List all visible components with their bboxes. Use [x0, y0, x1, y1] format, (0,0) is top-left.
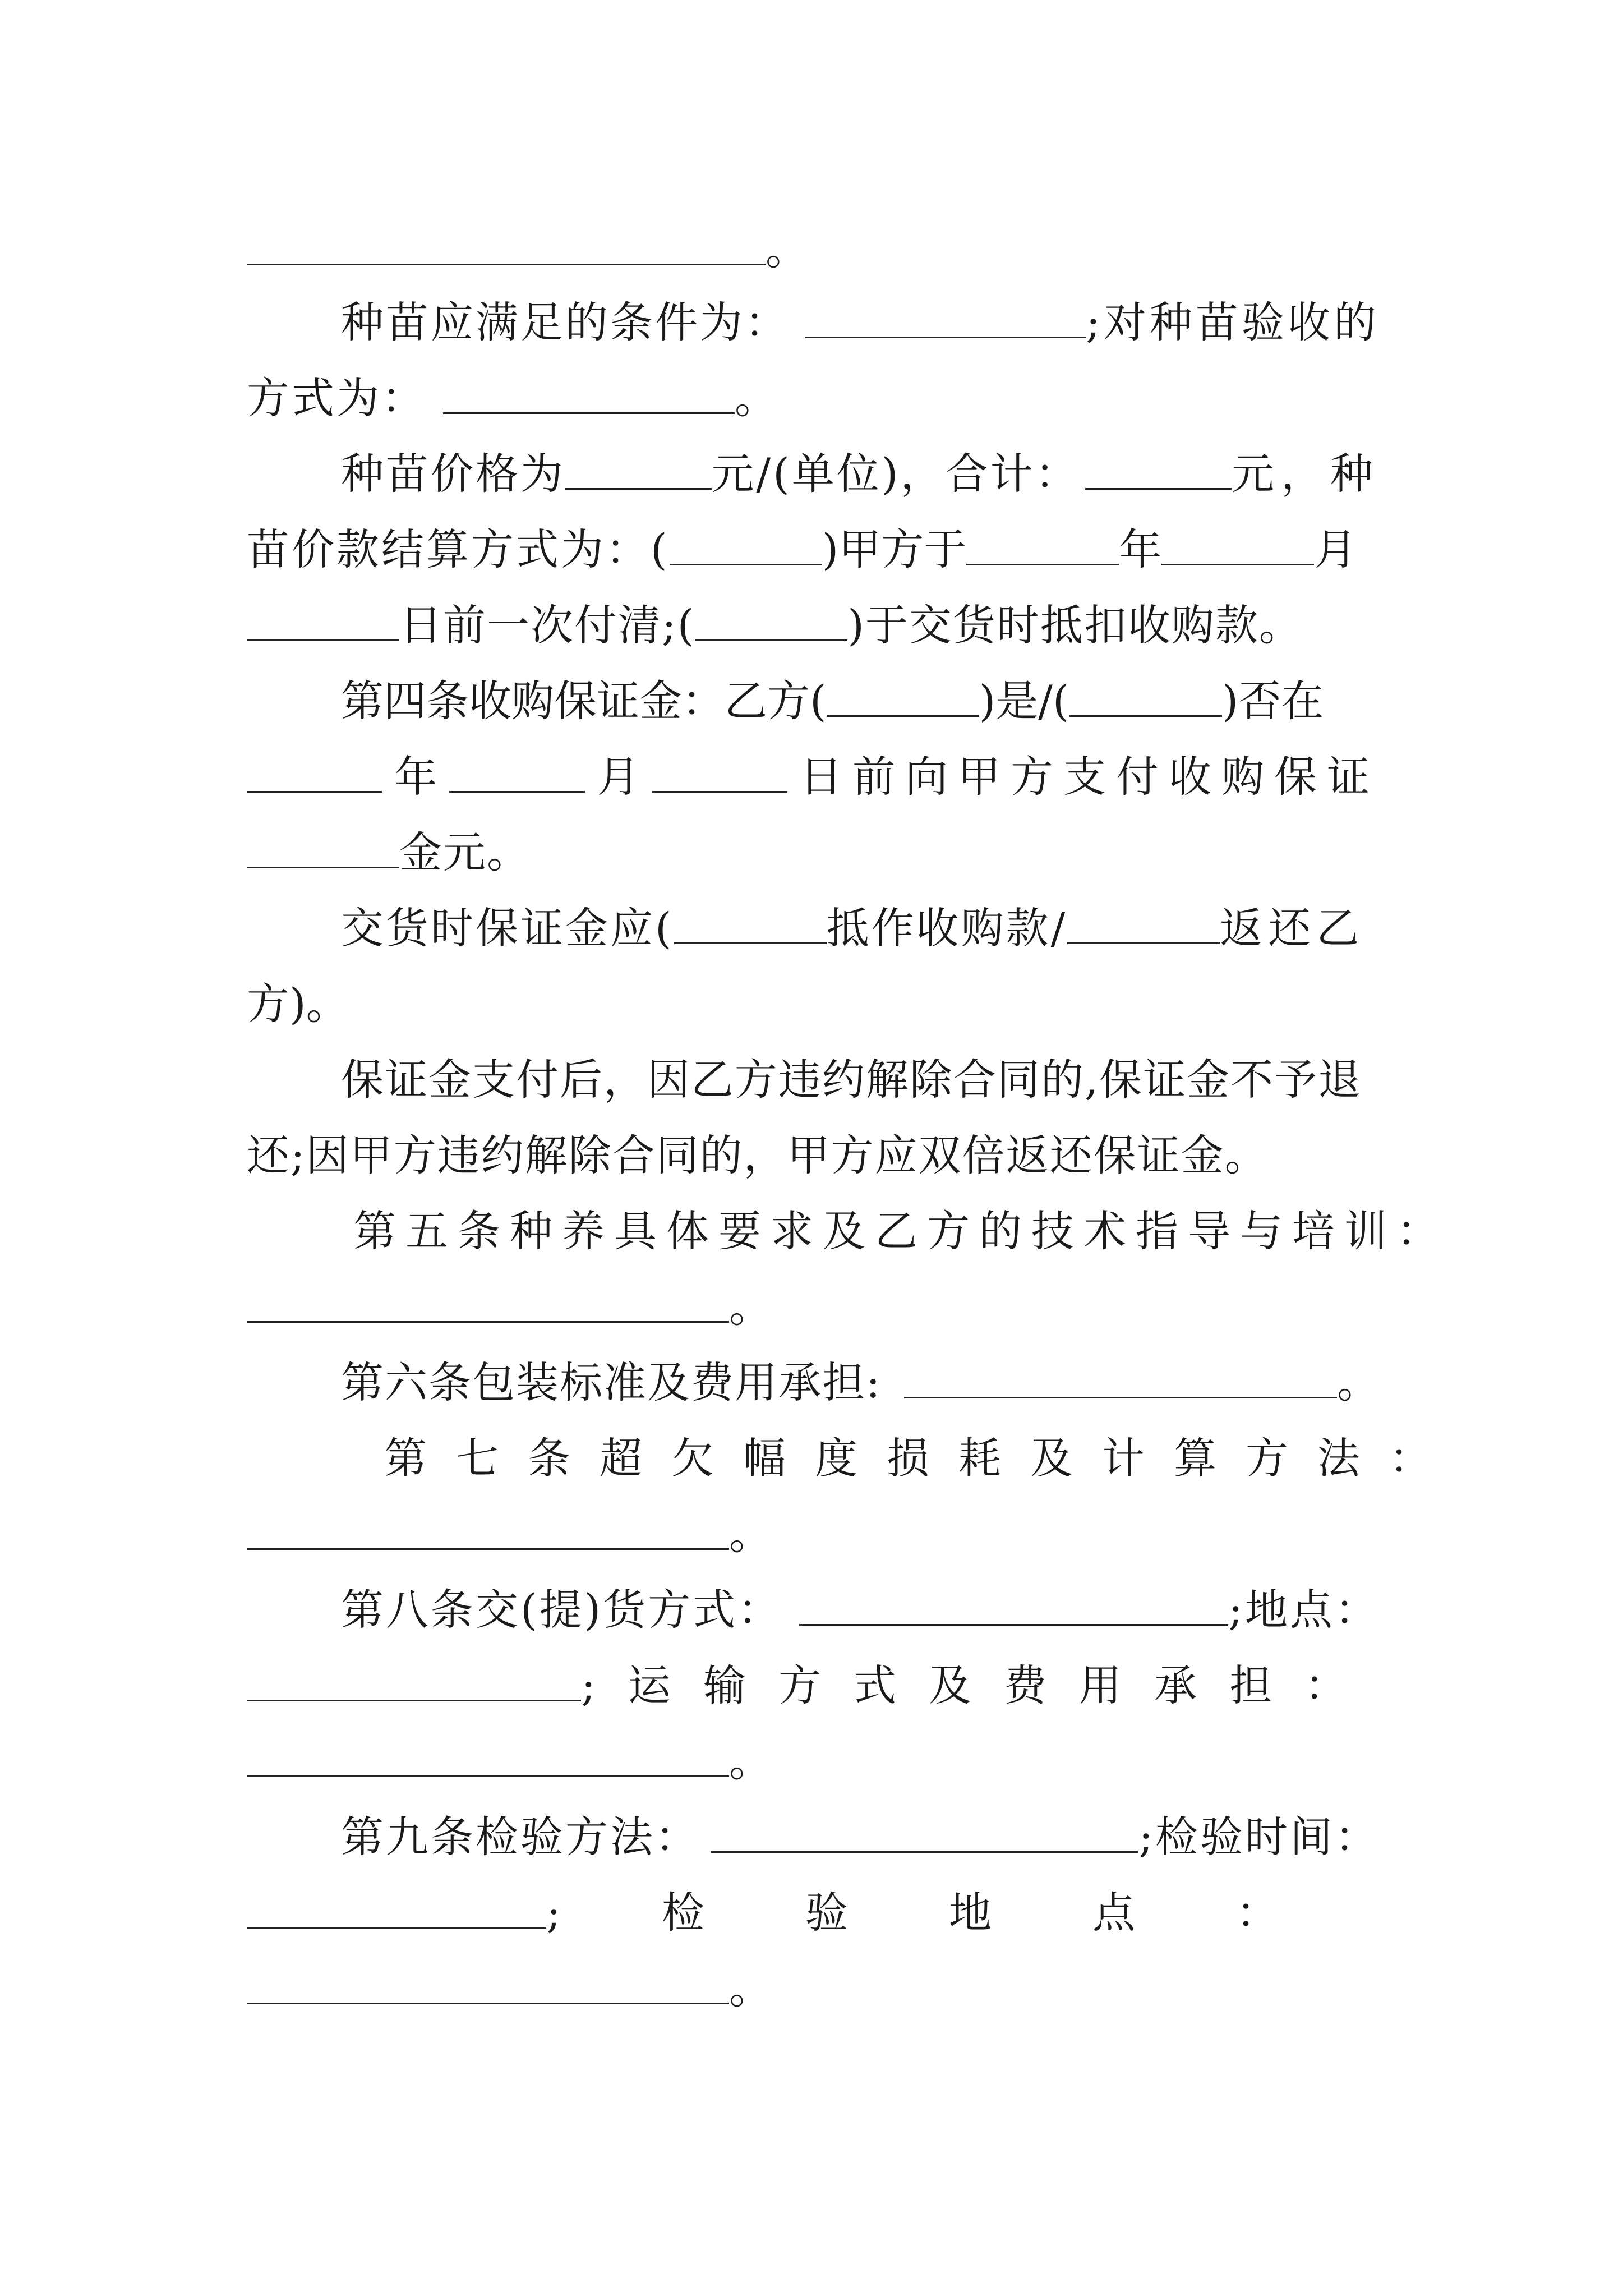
fill-blank	[247, 2003, 729, 2004]
text-segment: )甲方于	[822, 524, 967, 574]
fill-blank	[670, 564, 822, 565]
text-segment: 抵作收购款/	[826, 903, 1068, 953]
text-segment: ;检验时间：	[1138, 1812, 1380, 1862]
text-segment: 第八条交(提)货方式：	[341, 1585, 783, 1635]
doc-line	[247, 670, 1380, 732]
text-segment: ;地点：	[1228, 1585, 1380, 1635]
fill-blank	[247, 1927, 546, 1929]
doc-line	[247, 292, 1380, 353]
doc-line	[247, 1579, 1380, 1641]
doc-line	[247, 1503, 1380, 1565]
fill-blank	[711, 1851, 1138, 1853]
fill-blank	[1067, 942, 1220, 944]
fill-blank	[247, 1700, 581, 1701]
fill-blank	[799, 1624, 1228, 1626]
text-segment: 月	[1314, 524, 1357, 574]
text-segment: 种苗价格为	[341, 449, 565, 499]
doc-line	[247, 1958, 1380, 2019]
text-segment: 方)。	[247, 979, 349, 1029]
fill-blank	[674, 942, 827, 944]
text-segment: 保证金支付后，因乙方违约解除合同的,保证金不予退	[341, 1055, 1362, 1105]
text-segment: 。	[729, 1963, 772, 2013]
fill-blank	[565, 488, 712, 490]
fill-blank	[1069, 715, 1222, 717]
fill-blank	[443, 412, 735, 414]
text-segment: 月	[597, 752, 640, 802]
doc-line	[247, 443, 1380, 505]
fill-blank	[1085, 488, 1232, 490]
text-segment: 方式为：	[247, 373, 426, 423]
text-segment: 。	[729, 1282, 772, 1332]
doc-line	[247, 1276, 1380, 1338]
doc-line	[247, 519, 1380, 581]
doc-line	[247, 973, 1380, 1035]
fill-blank	[247, 1548, 729, 1550]
doc-line	[247, 746, 1380, 808]
text-segment: 。	[729, 1509, 772, 1559]
doc-line	[247, 1806, 1380, 1868]
text-segment: 日前向甲方支付收购保证	[799, 752, 1380, 802]
text-segment: 。	[729, 1736, 772, 1786]
text-segment: 日前一次付清;(	[399, 600, 695, 650]
doc-line	[247, 1200, 1449, 1262]
fill-blank	[247, 1775, 729, 1777]
doc-line	[247, 1125, 1380, 1186]
text-segment: 返还乙	[1220, 903, 1365, 953]
text-segment: 元，种	[1232, 449, 1380, 499]
fill-blank	[247, 1321, 729, 1323]
text-segment: 第六条包装标准及费用承担:	[341, 1358, 882, 1407]
doc-line	[247, 1428, 1461, 1489]
text-segment: 第九条检验方法：	[341, 1812, 700, 1862]
fill-blank	[247, 639, 399, 641]
doc-line	[247, 1655, 1380, 1717]
text-segment: 。	[1337, 1358, 1380, 1407]
fill-blank	[247, 867, 399, 868]
text-segment: 金元。	[399, 827, 531, 877]
text-segment: 第七条超欠幅度损耗及计算方法：	[384, 1433, 1461, 1483]
text-segment: )否在	[1221, 676, 1324, 726]
text-segment: 第四条收购保证金：乙方(	[341, 676, 827, 726]
text-segment: 年	[1119, 524, 1162, 574]
fill-blank	[827, 715, 979, 717]
text-segment: 种苗应满足的条件为：	[341, 297, 790, 347]
fill-blank	[247, 264, 766, 265]
text-segment: 。	[766, 224, 808, 274]
text-segment: 交货时保证金应(	[341, 903, 674, 953]
fill-blank	[805, 337, 1086, 338]
doc-line	[247, 595, 1380, 656]
doc-line	[247, 822, 1380, 884]
text-segment: 元/(单位)，合计：	[711, 449, 1080, 499]
fill-blank	[695, 639, 847, 641]
text-segment: ;对种苗验收的	[1086, 297, 1380, 347]
fill-blank	[966, 564, 1119, 565]
text-segment: 。	[735, 373, 777, 423]
doc-line	[247, 898, 1380, 959]
fill-blank	[247, 791, 382, 793]
text-segment: )于交货时抵扣收购款。	[847, 600, 1303, 650]
doc-line	[247, 219, 1380, 280]
text-segment: 苗价款结算方式为：(	[247, 524, 670, 574]
fill-blank	[449, 791, 584, 793]
doc-line	[247, 1352, 1380, 1414]
text-segment: 还;因甲方违约解除合同的，甲方应双倍返还保证金。	[247, 1130, 1269, 1180]
text-segment: ;运输方式及费用承担：	[581, 1660, 1380, 1710]
doc-line	[247, 367, 1380, 429]
text-segment: ;检验地点：	[546, 1888, 1380, 1938]
fill-blank	[904, 1397, 1337, 1398]
text-segment: )是/(	[979, 676, 1069, 726]
doc-line	[247, 1882, 1380, 1944]
text-segment: 第五条种养具体要求及乙方的技术指导与培训：	[353, 1206, 1449, 1256]
fill-blank	[1161, 564, 1314, 565]
doc-line	[247, 1731, 1380, 1792]
text-segment: 年	[394, 752, 437, 802]
doc-line	[247, 1049, 1380, 1111]
fill-blank	[652, 791, 787, 793]
